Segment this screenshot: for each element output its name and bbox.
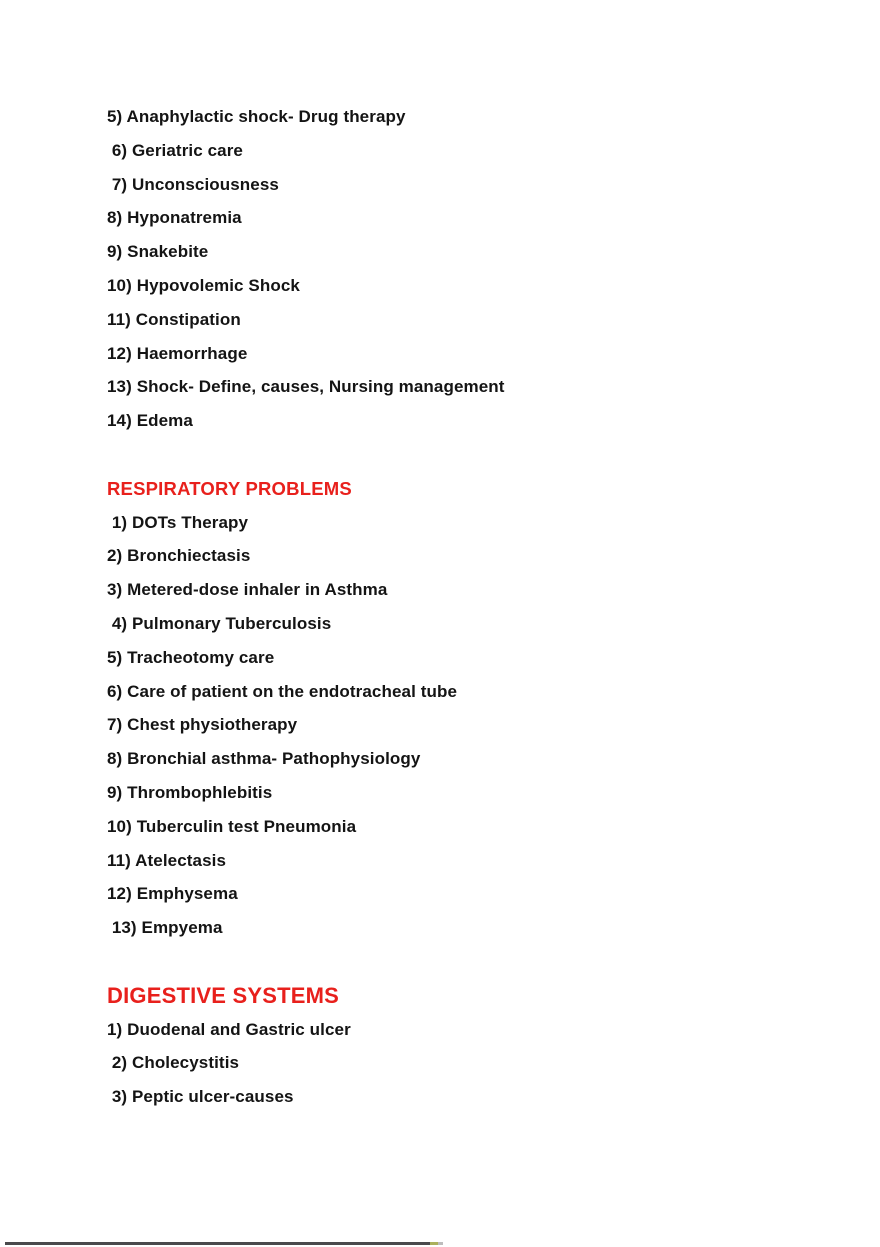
list-item: 5) Anaphylactic shock- Drug therapy xyxy=(107,107,406,126)
list-item: 2) Cholecystitis xyxy=(107,1053,240,1073)
list-item: 11) Constipation xyxy=(107,309,241,329)
section-digestive-systems xyxy=(107,979,860,1114)
list-item: 2) Bronchiectasis xyxy=(107,546,251,566)
list-item: 3) Metered-dose inhaler in Asthma xyxy=(107,580,388,600)
section-heading: RESPIRATORY PROBLEMS xyxy=(107,477,352,499)
list-item: 12) Emphysema xyxy=(107,884,238,904)
list-item: 11) Atelectasis xyxy=(107,850,226,870)
list-item: 9) Snakebite xyxy=(107,242,209,262)
list-item: 13) Shock- Define, causes, Nursing management xyxy=(107,377,505,397)
list-item: 1) Duodenal and Gastric ulcer xyxy=(107,1019,351,1039)
list-item: 6) Geriatric care xyxy=(107,140,243,160)
list-item: 13) Empyema xyxy=(107,918,223,938)
section-continued-list xyxy=(107,100,860,438)
bottom-rule-highlight-tip xyxy=(430,1242,438,1245)
list-item: 10) Hypovolemic Shock xyxy=(107,275,300,295)
list-item: 7) Chest physiotherapy xyxy=(107,715,298,735)
bottom-rule-fade xyxy=(438,1242,443,1245)
list-item: 10) Tuberculin test Pneumonia xyxy=(107,816,357,836)
list-item: 5) Tracheotomy care xyxy=(107,647,275,667)
list-item: 12) Haemorrhage xyxy=(107,343,248,363)
list-item: 3) Peptic ulcer-causes xyxy=(107,1087,294,1107)
page-bottom-rule xyxy=(5,1242,445,1245)
list-item: 6) Care of patient on the endotracheal tube xyxy=(107,681,458,701)
bottom-rule-bar xyxy=(5,1242,430,1245)
section-respiratory-problems xyxy=(107,472,860,945)
section-heading: DIGESTIVE SYSTEMS xyxy=(107,982,340,1008)
list-item: 8) Bronchial asthma- Pathophysiology xyxy=(107,749,421,769)
list-item: 8) Hyponatremia xyxy=(107,208,242,228)
list-item: 1) DOTs Therapy xyxy=(107,512,249,532)
list-item: 7) Unconsciousness xyxy=(107,174,279,194)
list-item: 14) Edema xyxy=(107,411,193,431)
list-item: 4) Pulmonary Tuberculosis xyxy=(107,613,332,633)
list-item: 9) Thrombophlebitis xyxy=(107,782,273,802)
document-content xyxy=(107,100,860,1114)
